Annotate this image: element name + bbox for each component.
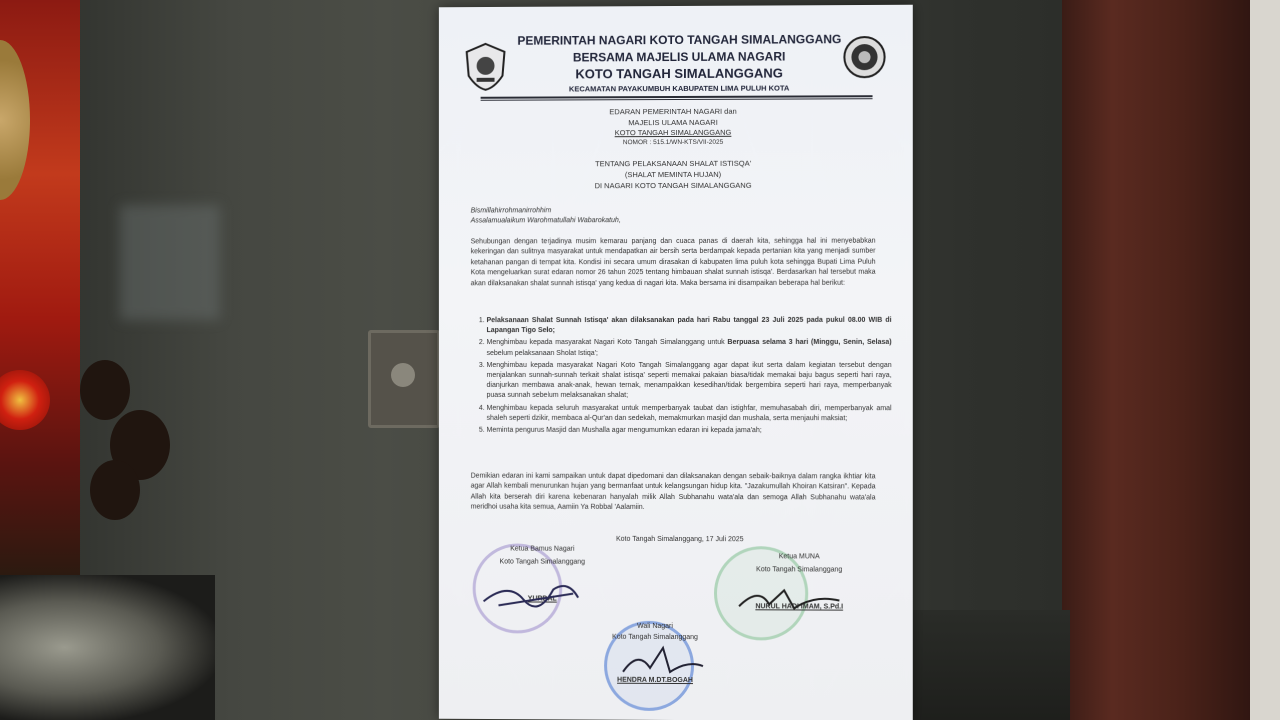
- subject-line-3: DI NAGARI KOTO TANGAH SIMALANGGANG: [594, 180, 752, 191]
- basket: [0, 575, 215, 720]
- header-line-4: KECAMATAN PAYAKUMBUH KABUPATEN LIMA PULUH KOTA: [568, 83, 790, 94]
- wall-switch: [368, 330, 440, 428]
- header-line-2: BERSAMA MAJELIS ULAMA NAGARI: [572, 49, 786, 65]
- header-line-3: KOTO TANGAH SIMALANGGANG: [575, 65, 783, 82]
- list-item-text: Meminta pengurus Masjid dan Mushalla agar mengumumkan edaran ini kepada jama'ah;: [486, 426, 762, 435]
- door-frame: [1062, 0, 1262, 720]
- list-item: [487, 361, 892, 402]
- letter-date: Koto Tangah Simalanggang, 17 Juli 2025: [616, 535, 744, 544]
- regency-logo-icon: [465, 42, 507, 92]
- title-line-2: MAJELIS ULAMA NAGARI: [628, 117, 718, 128]
- salutation: Assalamualaikum Warohmatullahi Wabarokatuh,: [470, 217, 621, 225]
- subject-line-2: (SHALAT MEMINTA HUJAN): [624, 169, 722, 180]
- list-item: [487, 426, 892, 437]
- signer-name: HENDRA M.DT.BOGAH: [617, 676, 693, 685]
- intro-paragraph: Sehubungan dengan terjadinya musim kemarau panjang dan cuaca panas di daerah kita, sehingga hal ini menyebabkan kekeringan dan sulitnya masyarakat untuk mendapatkan air bersih serta berdampak kepada pertanian kita yang menjadi sumber ketahanan pangan di tempat kita. Kondisi ini secara umum dirasakan di kabupaten lima puluh kota sehingga Bupati Lima Puluh Kota mengeluarkan surat edaran nomor 26 tahun 2025 tentang himbauan shalat sunnah istisqa'. Berdasarkan hal tersebut maka akan dilaksanakan shalat sunnah istisqa' yang kedua di nagari kita. Maka bersama ini disampaikan beberapa hal berikut:: [470, 237, 876, 287]
- document-number: NOMOR : 515.1/WN-KTS/VII-2025: [622, 138, 724, 147]
- door-edge: [1250, 0, 1280, 720]
- signature-muna-icon: [734, 580, 844, 616]
- list-item-text: Menghimbau kepada seluruh masyarakat untuk memperbanyak taubat dan istighfar, memuhasabah diri, memperbanyak amal shaleh seperti dzikir, membaca al-Qur'an dan sedekah, memakmurkan masjid dan mushala, serta menjauhi maksiat;: [486, 404, 892, 422]
- signer-place: Koto Tangah Simalanggang: [612, 633, 698, 642]
- instruction-list: [471, 316, 892, 439]
- decorative-wall-hanging: [0, 0, 80, 580]
- list-item-text-end: sebelum pelaksanaan Sholat Istiqa';: [486, 349, 598, 357]
- signer-name: YURDAL: [527, 595, 557, 603]
- header-divider-thin: [481, 98, 873, 101]
- title-line-1: EDARAN PEMERINTAH NAGARI dan: [609, 106, 737, 117]
- signer-role: Ketua MUNA: [778, 553, 820, 561]
- list-item-text: Pelaksanaan Shalat Sunnah Istisqa' akan dilaksanakan pada hari Rabu tanggal 23 Juli 2025 pada pukul 08.00 WIB di Lapangan Tigo Selo;: [486, 316, 892, 335]
- list-item: [487, 404, 892, 425]
- signer-name: NURUL HADI IMAM, S.Pd.I: [755, 603, 844, 611]
- list-item: [487, 316, 892, 337]
- title-line-3: KOTO TANGAH SIMALANGGANG: [614, 127, 732, 138]
- subject-line-1: TENTANG PELAKSANAAN SHALAT ISTISQA': [595, 158, 752, 169]
- notice-paper: [439, 5, 913, 720]
- signer-place: Koto Tangah Simalanggang: [756, 566, 843, 574]
- red-flower: [0, 370, 50, 430]
- signer-role: Wali Nagari: [637, 622, 673, 630]
- basmalah: Bismillahirrohmanirrohhim: [470, 207, 552, 215]
- closing-paragraph: Demikian edaran ini kami sampaikan untuk dapat dipedomani dan dilaksanakan dengan sebaik-baiknya dalam rangka ikhtiar kita agar Allah kembali menurunkan hujan yang bermanfaat untuk kelangsungan hidup kita. "Jazakumullah Khoiran Katsiran". Kepada Allah kita berserah diri karena kebenaran hanyalah milik Allah Subhanahu wata'ala dan semoga Allah Subhanahu wata'ala meridhoi usaha kita semua, Aamiin Ya Robbal 'Aalamiin.: [470, 472, 876, 512]
- wall-stain: [120, 205, 220, 320]
- list-item-text: Menghimbau kepada masyarakat Nagari Koto Tangah Simalanggang untuk: [486, 339, 728, 347]
- switch-knob: [391, 363, 415, 387]
- shadow-object: [900, 610, 1070, 720]
- signature-wali-nagari-icon: [618, 642, 708, 682]
- signer-role: Ketua Bamus Nagari: [510, 545, 575, 553]
- signature-bamus-icon: [479, 571, 589, 611]
- gold-ornament: [0, 40, 30, 200]
- list-item-text: Menghimbau kepada masyarakat Nagari Koto Tangah Simalanggang agar dapat ikut serta dalam kegiatan tersebut dengan menjalankan sunnah-sunnah terkait shalat istisqa' seperti memakai pakaian biasa/tidak memakai baju bagus seperti hari raya, dianjurkan membawa anak-anak, hewan ternak, menampakkan kesedihan/tidak bergembira seperti hari raya, memperbanyak puasa sunnah sebelum melaksanakan shalat;: [486, 361, 892, 400]
- list-item-emphasis: Berpuasa selama 3 hari (Minggu, Senin, Selasa): [727, 339, 892, 347]
- signer-place: Koto Tangah Simalanggang: [499, 558, 586, 566]
- dried-plant: [70, 340, 210, 530]
- list-item: [487, 338, 892, 358]
- header-line-1: PEMERINTAH NAGARI KOTO TANGAH SIMALANGGANG: [517, 32, 842, 48]
